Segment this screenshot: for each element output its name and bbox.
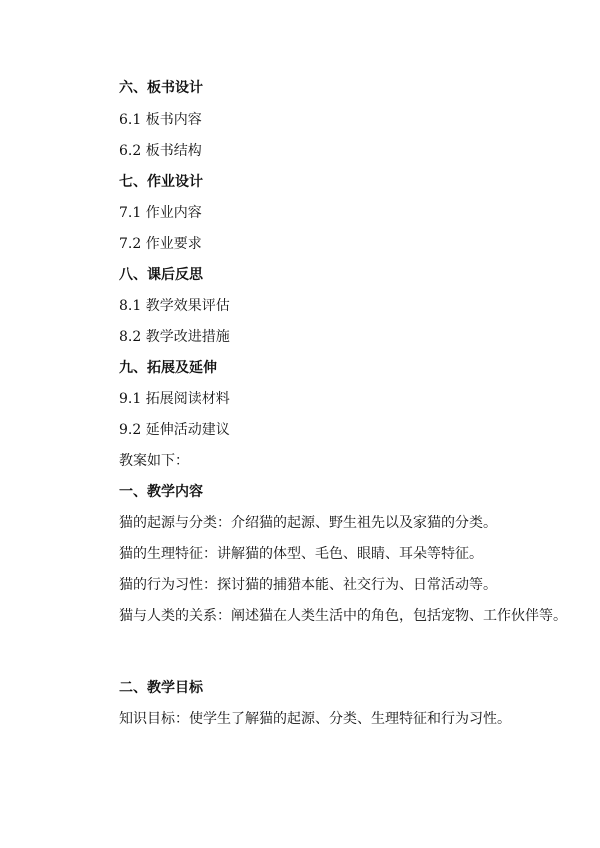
section1-paragraph: 猫的行为习性：探讨猫的捕猎本能、社交行为、日常活动等。 xyxy=(119,577,497,593)
section2-heading: 二、教学目标 xyxy=(119,680,203,696)
outline-item-6-1: 6.1 板书内容 xyxy=(119,112,202,128)
section1-heading: 一、教学内容 xyxy=(119,484,203,500)
outline-item-8-2: 8.2 教学改进措施 xyxy=(119,329,230,345)
section2-paragraph: 知识目标：使学生了解猫的起源、分类、生理特征和行为习性。 xyxy=(119,711,511,727)
intro-text: 教案如下： xyxy=(119,453,189,469)
outline-item-9-2: 9.2 延伸活动建议 xyxy=(119,422,230,438)
outline-item-9-1: 9.1 拓展阅读材料 xyxy=(119,391,230,407)
section1-paragraph: 猫的生理特征：讲解猫的体型、毛色、眼睛、耳朵等特征。 xyxy=(119,546,483,562)
outline-item-7-2: 7.2 作业要求 xyxy=(119,236,202,252)
section1-paragraph: 猫的起源与分类：介绍猫的起源、野生祖先以及家猫的分类。 xyxy=(119,515,497,531)
outline-heading-9: 九、拓展及延伸 xyxy=(119,360,217,376)
section1-paragraph: 猫与人类的关系：阐述猫在人类生活中的角色，包括宠物、工作伙伴等。 xyxy=(119,608,567,624)
outline-heading-7: 七、作业设计 xyxy=(119,174,203,190)
outline-heading-8: 八、课后反思 xyxy=(119,267,203,283)
outline-heading-6: 六、板书设计 xyxy=(119,80,203,96)
outline-item-7-1: 7.1 作业内容 xyxy=(119,205,202,221)
outline-item-6-2: 6.2 板书结构 xyxy=(119,143,202,159)
outline-item-8-1: 8.1 教学效果评估 xyxy=(119,298,230,314)
